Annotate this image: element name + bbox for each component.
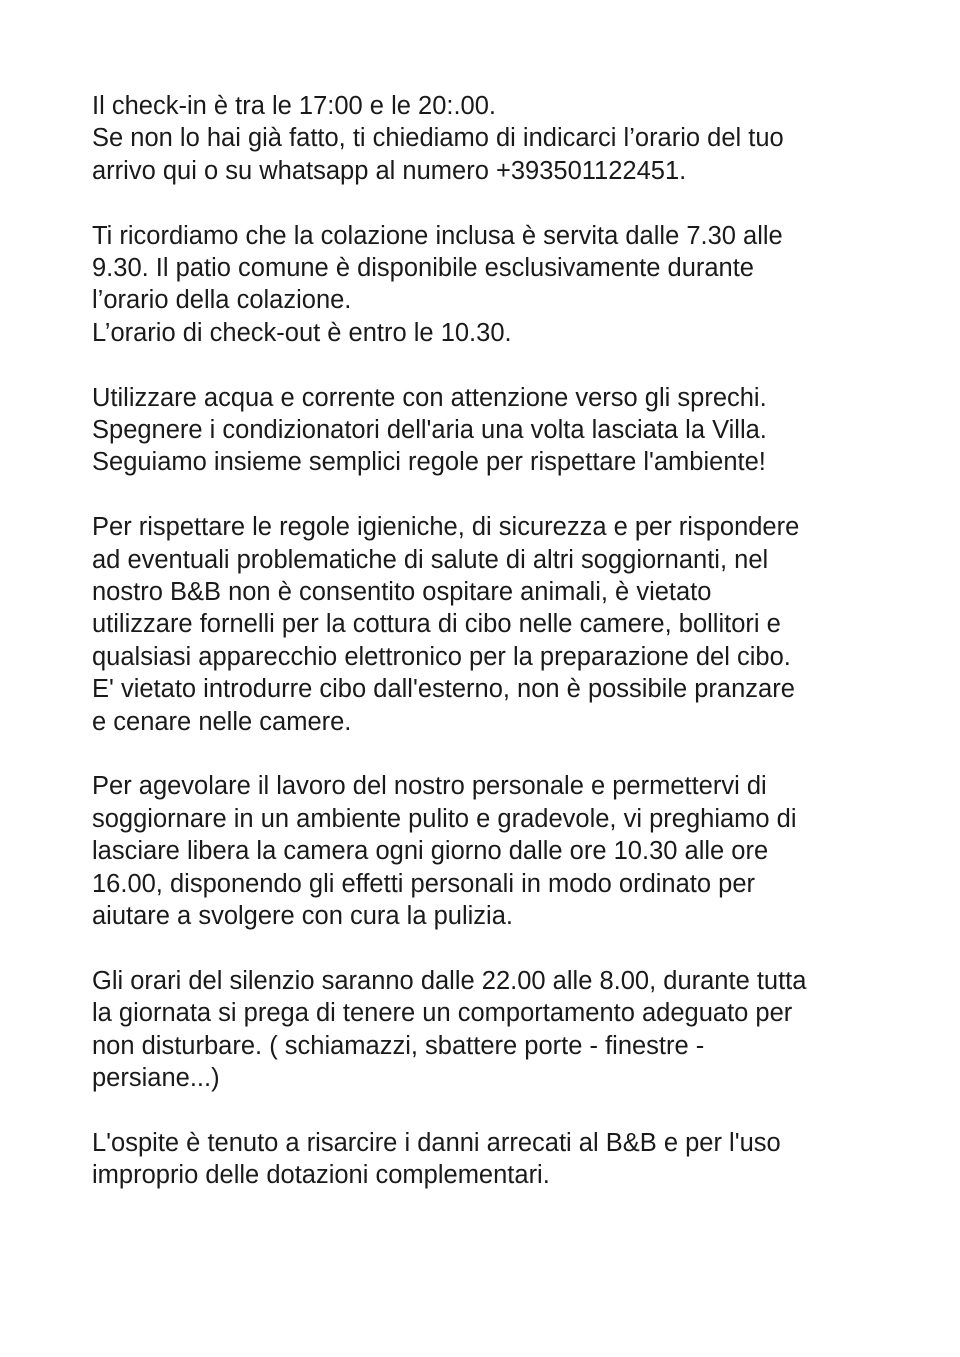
paragraph-breakfast-checkout [92,220,922,350]
paragraph-check-in [92,90,922,187]
text-line: E' vietato introdurre cibo dall'esterno, non è possibile pranzare [92,675,795,704]
text-line: L'ospite è tenuto a risarcire i danni arrecati al B&B e per l'uso [92,1128,781,1157]
text-line: e cenare nelle camere. [92,707,352,736]
text-line: arrivo qui o su whatsapp al numero +393501122451. [92,156,687,185]
paragraph-damages [92,1127,922,1192]
text-line: la giornata si prega di tenere un comportamento adeguato per [92,999,793,1028]
text-line: L’orario di check-out è entro le 10.30. [92,318,512,347]
text-line: lasciare libera la camera ogni giorno dalle ore 10.30 alle ore [92,837,769,866]
text-line: Seguiamo insieme semplici regole per rispettare l'ambiente! [92,448,766,477]
text-line: aiutare a svolgere con cura la pulizia. [92,902,513,931]
text-line: Gli orari del silenzio saranno dalle 22.00 alle 8.00, durante tutta [92,966,807,995]
text-line: Ti ricordiamo che la colazione inclusa è servita dalle 7.30 alle [92,221,783,250]
text-line: ad eventuali problematiche di salute di altri soggiornanti, nel [92,545,769,574]
paragraph-room-cleaning [92,770,922,932]
text-line: non disturbare. ( schiamazzi, sbattere porte - finestre - [92,1031,705,1060]
text-line: nostro B&B non è consentito ospitare animali, è vietato [92,578,712,607]
text-line: 16.00, disponendo gli effetti personali in modo ordinato per [92,869,755,898]
text-line: Spegnere i condizionatori dell'aria una volta lasciata la Villa. [92,416,767,445]
text-line: persiane...) [92,1064,220,1093]
text-line: utilizzare fornelli per la cottura di cibo nelle camere, bollitori e [92,610,781,639]
text-line: soggiornare in un ambiente pulito e gradevole, vi preghiamo di [92,804,797,833]
text-line: 9.30. Il patio comune è disponibile esclusivamente durante [92,254,754,283]
paragraph-water-energy [92,382,922,479]
paragraph-hygiene-rules [92,511,922,738]
text-line: qualsiasi apparecchio elettronico per la preparazione del cibo. [92,642,791,671]
text-line: Per agevolare il lavoro del nostro personale e permettervi di [92,772,767,801]
text-line: improprio delle dotazioni complementari. [92,1161,550,1190]
text-line: Utilizzare acqua e corrente con attenzione verso gli sprechi. [92,383,767,412]
text-line: l’orario della colazione. [92,286,352,315]
document-body [92,90,922,1224]
text-line: Il check-in è tra le 17:00 e le 20:.00. [92,92,496,120]
text-line: Se non lo hai già fatto, ti chiediamo di indicarci l’orario del tuo [92,124,784,153]
text-line: Per rispettare le regole igieniche, di sicurezza e per rispondere [92,513,800,542]
paragraph-quiet-hours [92,965,922,1095]
